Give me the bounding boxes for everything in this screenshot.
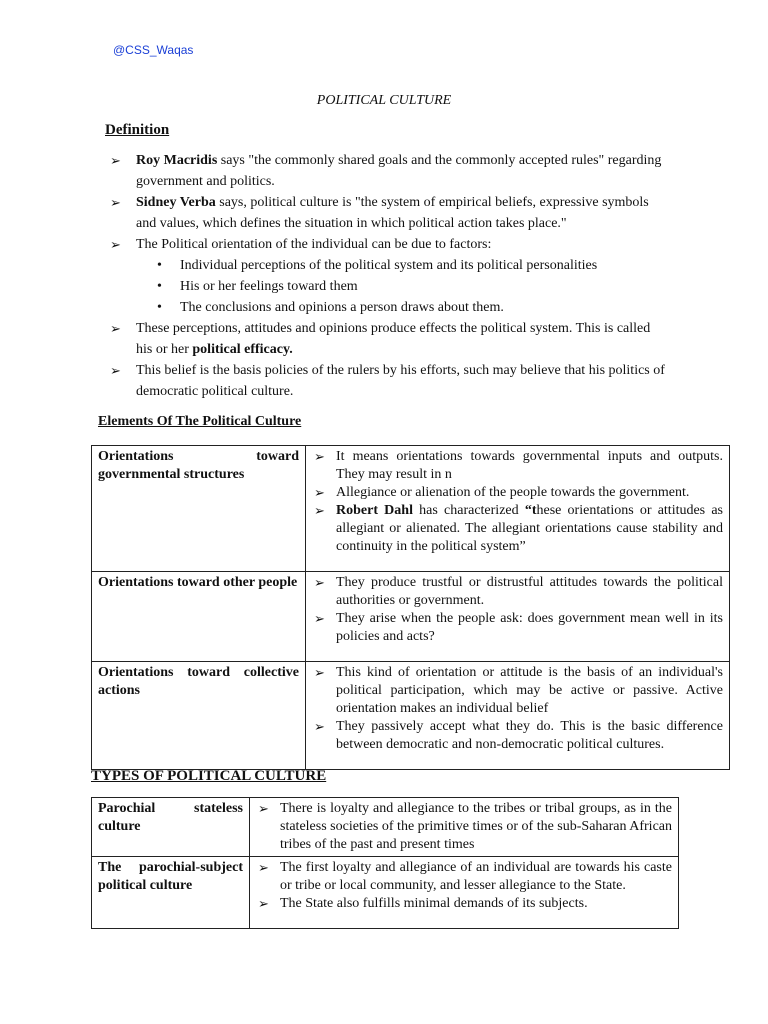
list-item: [312, 610, 723, 646]
list-item-text: There is loyalty and allegiance to the tribes or tribal groups, as in the stateless societies of the primitive times or of the sub-Saharan African tribes of the past and present times: [280, 801, 672, 852]
definition-text: This belief is the basis policies of the rulers by his efforts, such may believe that his politics of democratic political culture.: [136, 363, 665, 399]
list-item-text: The first loyalty and allegiance of an individual are towards his caste or tribe or local community, and lesser allegiance to the State.: [280, 860, 672, 893]
dot-bullet-icon: •: [157, 258, 162, 273]
person-name: Robert Dahl: [336, 503, 413, 518]
arrow-bullet-icon: ➢: [314, 449, 325, 464]
arrow-bullet-icon: ➢: [258, 860, 269, 875]
arrow-bullet-icon: ➢: [110, 195, 121, 210]
arrow-bullet-icon: ➢: [314, 611, 325, 626]
factor-text: Individual perceptions of the political system and its political personalities: [180, 258, 598, 273]
table-row-content: [250, 857, 679, 929]
list-item: [256, 800, 672, 854]
definition-text: These perceptions, attitudes and opinions produce effects the political system. This is called his or her: [136, 321, 651, 357]
factor-text: His or her feelings toward them: [180, 279, 358, 294]
factor-list: [110, 255, 670, 318]
table-row: [92, 798, 679, 857]
list-item-text: They arise when the people ask: does government mean well in its policies and acts?: [336, 611, 723, 644]
list-item-text: Allegiance or alienation of the people towards the government.: [336, 485, 690, 500]
definition-item-orientation: [110, 234, 670, 255]
list-item: [312, 448, 723, 484]
table-row-label: The parochial-subject political culture: [92, 857, 250, 929]
table-row-content: [306, 446, 730, 572]
arrow-bullet-icon: ➢: [110, 321, 121, 336]
list-item: [312, 484, 723, 502]
arrow-bullet-icon: ➢: [314, 665, 325, 680]
definition-item-efficacy: [110, 318, 670, 360]
table-row-content: [250, 798, 679, 857]
list-item-text: They passively accept what they do. This is the basic difference between democratic and non-democratic political cultures.: [336, 719, 723, 752]
factor-item: [110, 297, 670, 318]
definition-item-macridis: [110, 150, 670, 192]
factor-text: The conclusions and opinions a person draws about them.: [180, 300, 504, 315]
table-row-label: Orientations toward other people: [92, 572, 306, 662]
elements-heading: Elements Of The Political Culture: [98, 414, 302, 429]
list-item: [312, 502, 723, 556]
list-item: [256, 895, 672, 913]
person-name: Roy Macridis: [136, 153, 218, 168]
table-row-label: Parochial stateless culture: [92, 798, 250, 857]
list-item-text: The State also fulfills minimal demands of its subjects.: [280, 896, 588, 911]
list-item-text: It means orientations towards governmental inputs and outputs. They may result in n: [336, 449, 723, 482]
table-row-content: [306, 572, 730, 662]
key-term: political efficacy.: [192, 342, 293, 357]
list-item-text: has characterized: [412, 503, 525, 518]
types-heading: TYPES OF POLITICAL CULTURE: [91, 768, 327, 784]
arrow-bullet-icon: ➢: [314, 575, 325, 590]
page-title: POLITICAL CULTURE: [316, 93, 452, 108]
list-item: [312, 664, 723, 718]
list-item-text: This kind of orientation or attitude is the basis of an individual's political participation, which may be active or passive. Active orientation makes an individual belief: [336, 665, 723, 716]
table-row: [92, 446, 730, 572]
list-item-text: They produce trustful or distrustful attitudes towards the political authorities or government.: [336, 575, 723, 608]
quote-mark: “t: [524, 503, 537, 518]
elements-table: [91, 445, 730, 770]
definition-item-belief: [110, 360, 670, 402]
table-row-label: Orientations toward collective actions: [92, 662, 306, 770]
arrow-bullet-icon: ➢: [258, 896, 269, 911]
definition-text: says "the commonly shared goals and the commonly accepted rules" regarding government and politics.: [136, 153, 662, 189]
arrow-bullet-icon: ➢: [314, 485, 325, 500]
definition-list: [110, 150, 670, 402]
person-name: Sidney Verba: [136, 195, 216, 210]
list-item-text: hese orientations or attitudes as allegiant or alienated. The allegiant orientations cause stability and continuity in the political system”: [336, 503, 723, 554]
arrow-bullet-icon: ➢: [110, 237, 121, 252]
definition-item-verba: [110, 192, 670, 234]
types-table: [91, 797, 679, 929]
factor-item: [110, 255, 670, 276]
table-row: [92, 857, 679, 929]
factor-item: [110, 276, 670, 297]
dot-bullet-icon: •: [157, 279, 162, 294]
arrow-bullet-icon: ➢: [110, 363, 121, 378]
definition-text: The Political orientation of the individual can be due to factors:: [136, 237, 492, 252]
arrow-bullet-icon: ➢: [314, 719, 325, 734]
author-handle: @CSS_Waqas: [113, 43, 194, 57]
arrow-bullet-icon: ➢: [258, 801, 269, 816]
arrow-bullet-icon: ➢: [110, 153, 121, 168]
definition-heading: Definition: [105, 122, 170, 138]
dot-bullet-icon: •: [157, 300, 162, 315]
table-row: [92, 572, 730, 662]
table-row-label: Orientations toward governmental structures: [92, 446, 306, 572]
arrow-bullet-icon: ➢: [314, 503, 325, 518]
table-row-content: [306, 662, 730, 770]
list-item: [256, 859, 672, 895]
table-row: [92, 662, 730, 770]
list-item: [312, 718, 723, 754]
list-item: [312, 574, 723, 610]
definition-text: says, political culture is "the system of empirical beliefs, expressive symbols and values, which defines the situation in which political action takes place.": [136, 195, 649, 231]
